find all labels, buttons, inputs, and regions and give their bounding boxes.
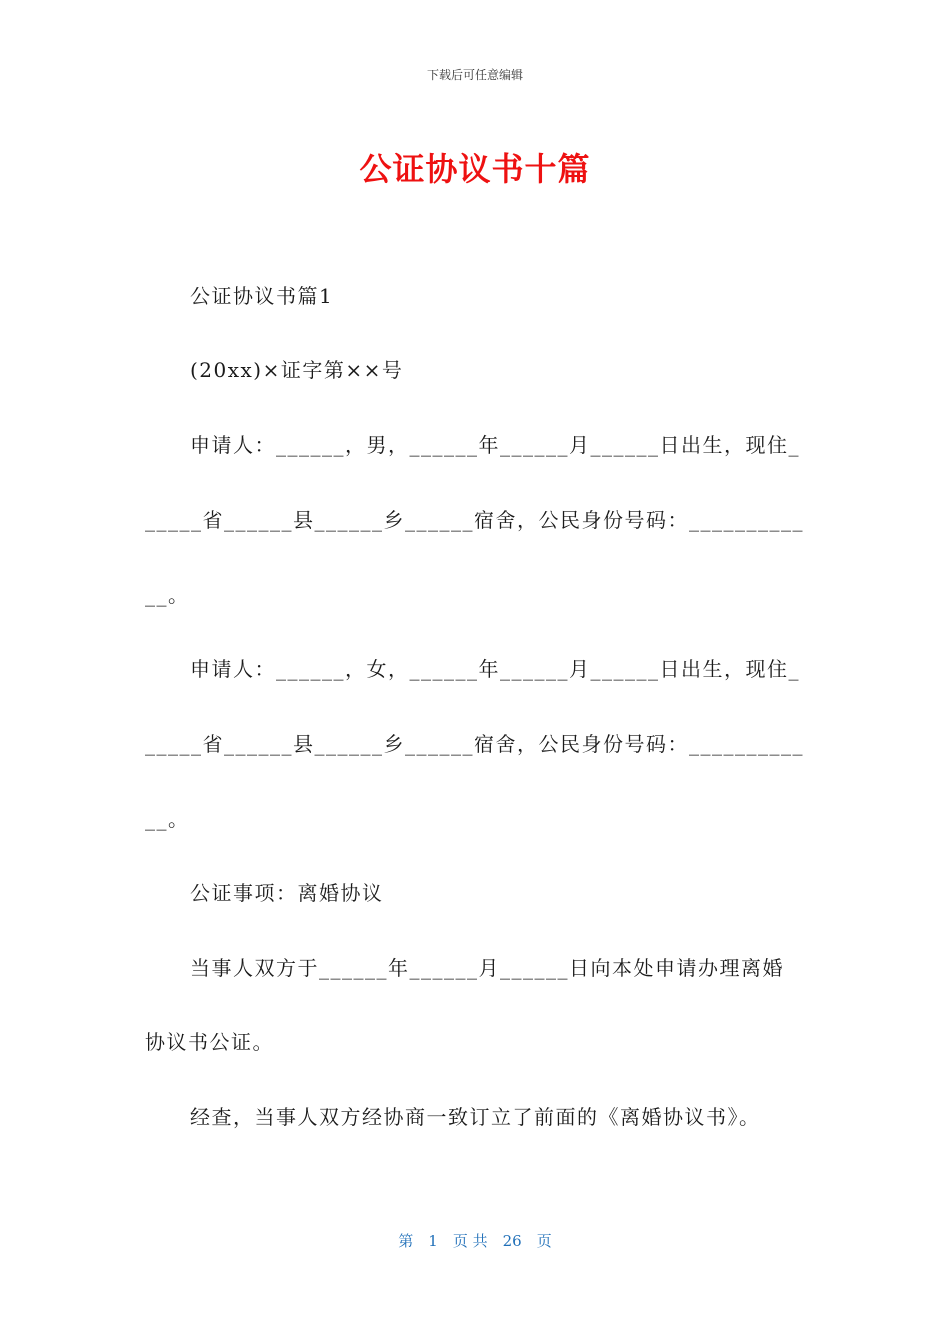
- applicant-male-line-1: 申请人：______，男，______年______月______日出生，现住_: [190, 433, 800, 457]
- applicant-male-line-3: __。: [145, 583, 190, 607]
- page-number-footer: 第 1 页 共 26 页: [398, 1232, 552, 1250]
- applicant-female-line-1: 申请人：______，女，______年______月______日出生，现住_: [190, 657, 800, 681]
- section-heading: 公证协议书篇1: [190, 284, 334, 308]
- paragraph-application-line-1: 当事人双方于______年______月______日向本处申请办理离婚: [190, 956, 784, 980]
- page-header-note: 下载后可任意编辑: [426, 68, 523, 82]
- document-title: 公证协议书十篇: [359, 150, 591, 188]
- applicant-male-line-2: _____省______县______乡______宿舍，公民身份号码：__________: [145, 508, 804, 532]
- certificate-number: (20xx)×证字第××号: [190, 358, 404, 382]
- applicant-female-line-3: __。: [145, 807, 190, 831]
- applicant-female-line-2: _____省______县______乡______宿舍，公民身份号码：__________: [145, 732, 804, 756]
- paragraph-application-line-2: 协议书公证。: [145, 1030, 274, 1054]
- paragraph-verification: 经查，当事人双方经协商一致订立了前面的《离婚协议书》。: [190, 1105, 761, 1129]
- notarization-matter: 公证事项：离婚协议: [190, 881, 384, 905]
